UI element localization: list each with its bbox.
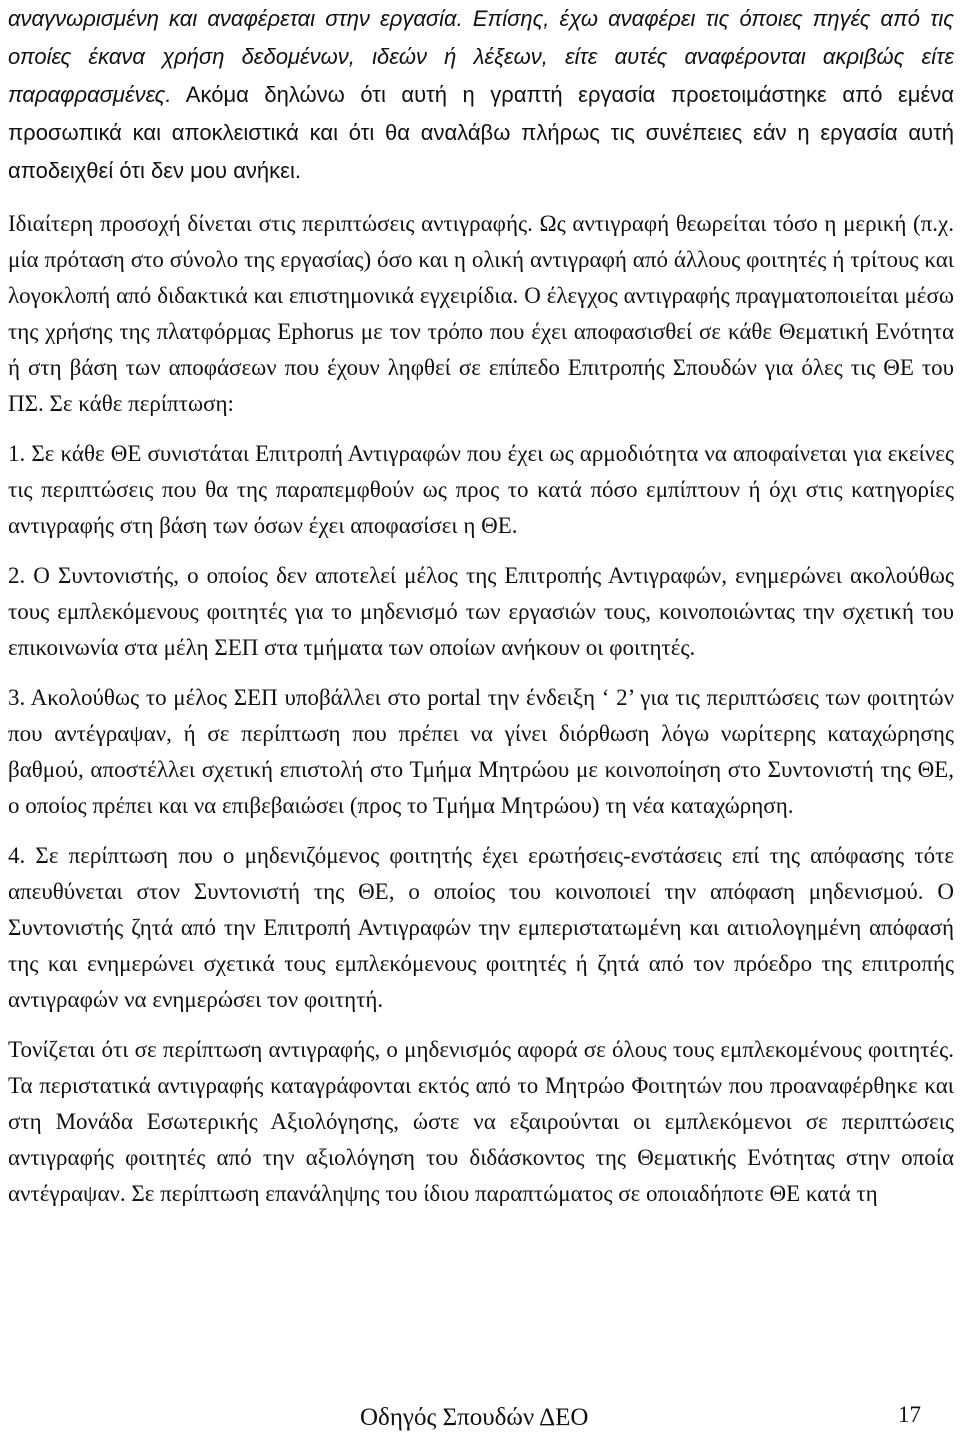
step-4-paragraph: 4. Σε περίπτωση που ο μηδενιζόμενος φοιτητής έχει ερωτήσεις-ενστάσεις επί της απόφασης τότε απευθύνεται στον Συντονιστή της ΘΕ, ο οποίος του κοινοποιεί την απόφαση μηδενισμού. Ο Συντονιστής ζητά από την Επιτροπή Αντιγραφών την εμπεριστατωμένη και αιτιολογημένη απόφασή της και ενημερώνει σχετικά τους εμπλεκόμενους φοιτητές ή ζητά από τον πρόεδρο της επιτροπής αντιγραφών να ενημερώσει τον φοιτητή. xyxy=(8,843,954,1012)
step-2-paragraph: 2. Ο Συντονιστής, ο οποίος δεν αποτελεί μέλος της Επιτροπής Αντιγραφών, ενημερώνει ακολούθως τους εμπλεκόμενους φοιτητές για το μηδενισμό των εργασιών τους, κοινοποιώντας την σχετική του επικοινωνία στα μέλη ΣΕΠ στα τμήματα των οποίων ανήκουν οι φοιτητές. xyxy=(8,563,954,660)
declaration-text: Ακόμα δηλώνω ότι αυτή η γραπτή εργασία προετοιμάστηκε από εμένα προσωπικά και αποκλειστικά και ότι θα αναλάβω πλήρως τις συνέπειες εάν η εργασία αυτή αποδειχθεί ότι δεν μου ανήκει. xyxy=(8,82,954,183)
document-page xyxy=(8,0,954,1452)
declaration-paragraph xyxy=(8,0,954,190)
intro-paragraph: Ιδιαίτερη προσοχή δίνεται στις περιπτώσεις αντιγραφής. Ως αντιγραφή θεωρείται τόσο η μερική (π.χ. μία πρόταση στο σύνολο της εργασίας) όσο και η ολική αντιγραφή από άλλους φοιτητές ή τρίτους και λογοκλοπή από διδακτικά και επιστημονικά εγχειρίδια. Ο έλεγχος αντιγραφής πραγματοποιείται μέσω της χρήσης της πλατφόρμας Ephorus με τον τρόπο που έχει αποφασισθεί σε κάθε Θεματική Ενότητα ή στη βάση των αποφάσεων που έχουν ληφθεί σε επίπεδο Επιτροπής Σπουδών για όλες τις ΘΕ του ΠΣ. Σε κάθε περίπτωση: xyxy=(8,211,954,416)
closing-paragraph: Τονίζεται ότι σε περίπτωση αντιγραφής, ο μηδενισμός αφορά σε όλους τους εμπλεκομένους φοιτητές. Τα περιστατικά αντιγραφής καταγράφονται εκτός από το Μητρώο Φοιτητών που προαναφέρθηκε και στη Μονάδα Εσωτερικής Αξιολόγησης, ώστε να εξαιρούνται οι εμπλεκόμενοι σε περιπτώσεις αντιγραφής φοιτητές από την αξιολόγηση του διδάσκοντος της Θεματικής Ενότητας στην οποία αντέγραψαν. Σε περίπτωση επανάληψης του ίδιου παραπτώματος σε οποιαδήποτε ΘΕ κατά τη xyxy=(8,1037,954,1206)
step-1-paragraph: 1. Σε κάθε ΘΕ συνιστάται Επιτροπή Αντιγραφών που έχει ως αρμοδιότητα να αποφαίνεται για εκείνες τις περιπτώσεις που θα της παραπεμφθούν ως προς το κατά πόσο εμπίπτουν ή όχι στις κατηγορίες αντιγραφής στη βάση των όσων έχει αποφασίσει η ΘΕ. xyxy=(8,441,954,538)
page-number: 17 xyxy=(898,1402,921,1427)
footer-title: Οδηγός Σπουδών ΔΕΟ xyxy=(360,1404,589,1431)
page-footer xyxy=(8,1402,954,1442)
step-3-paragraph: 3. Ακολούθως το μέλος ΣΕΠ υποβάλλει στο portal την ένδειξη ‘ 2’ για τις περιπτώσεις των φοιτητών που αντέγραψαν, ή σε περίπτωση που πρέπει να γίνει διόρθωση λόγω νωρίτερης καταχώρησης βαθμού, αποστέλλει σχετική επιστολή στο Τμήμα Μητρώου με κοινοποίηση στο Συντονιστή της ΘΕ, ο οποίος πρέπει και να επιβεβαιώσει (προς το Τμήμα Μητρώου) τη νέα καταχώρηση. xyxy=(8,685,954,818)
declaration-italic-text: αναγνωρισμένη και αναφέρεται στην εργασία. Επίσης, έχω αναφέρει τις όποιες πηγές από τις οποίες έκανα χρήση δεδομένων, ιδεών ή λέξεων, είτε αυτές αναφέρονται ακριβώς είτε παραφρασμένες. xyxy=(8,6,954,107)
